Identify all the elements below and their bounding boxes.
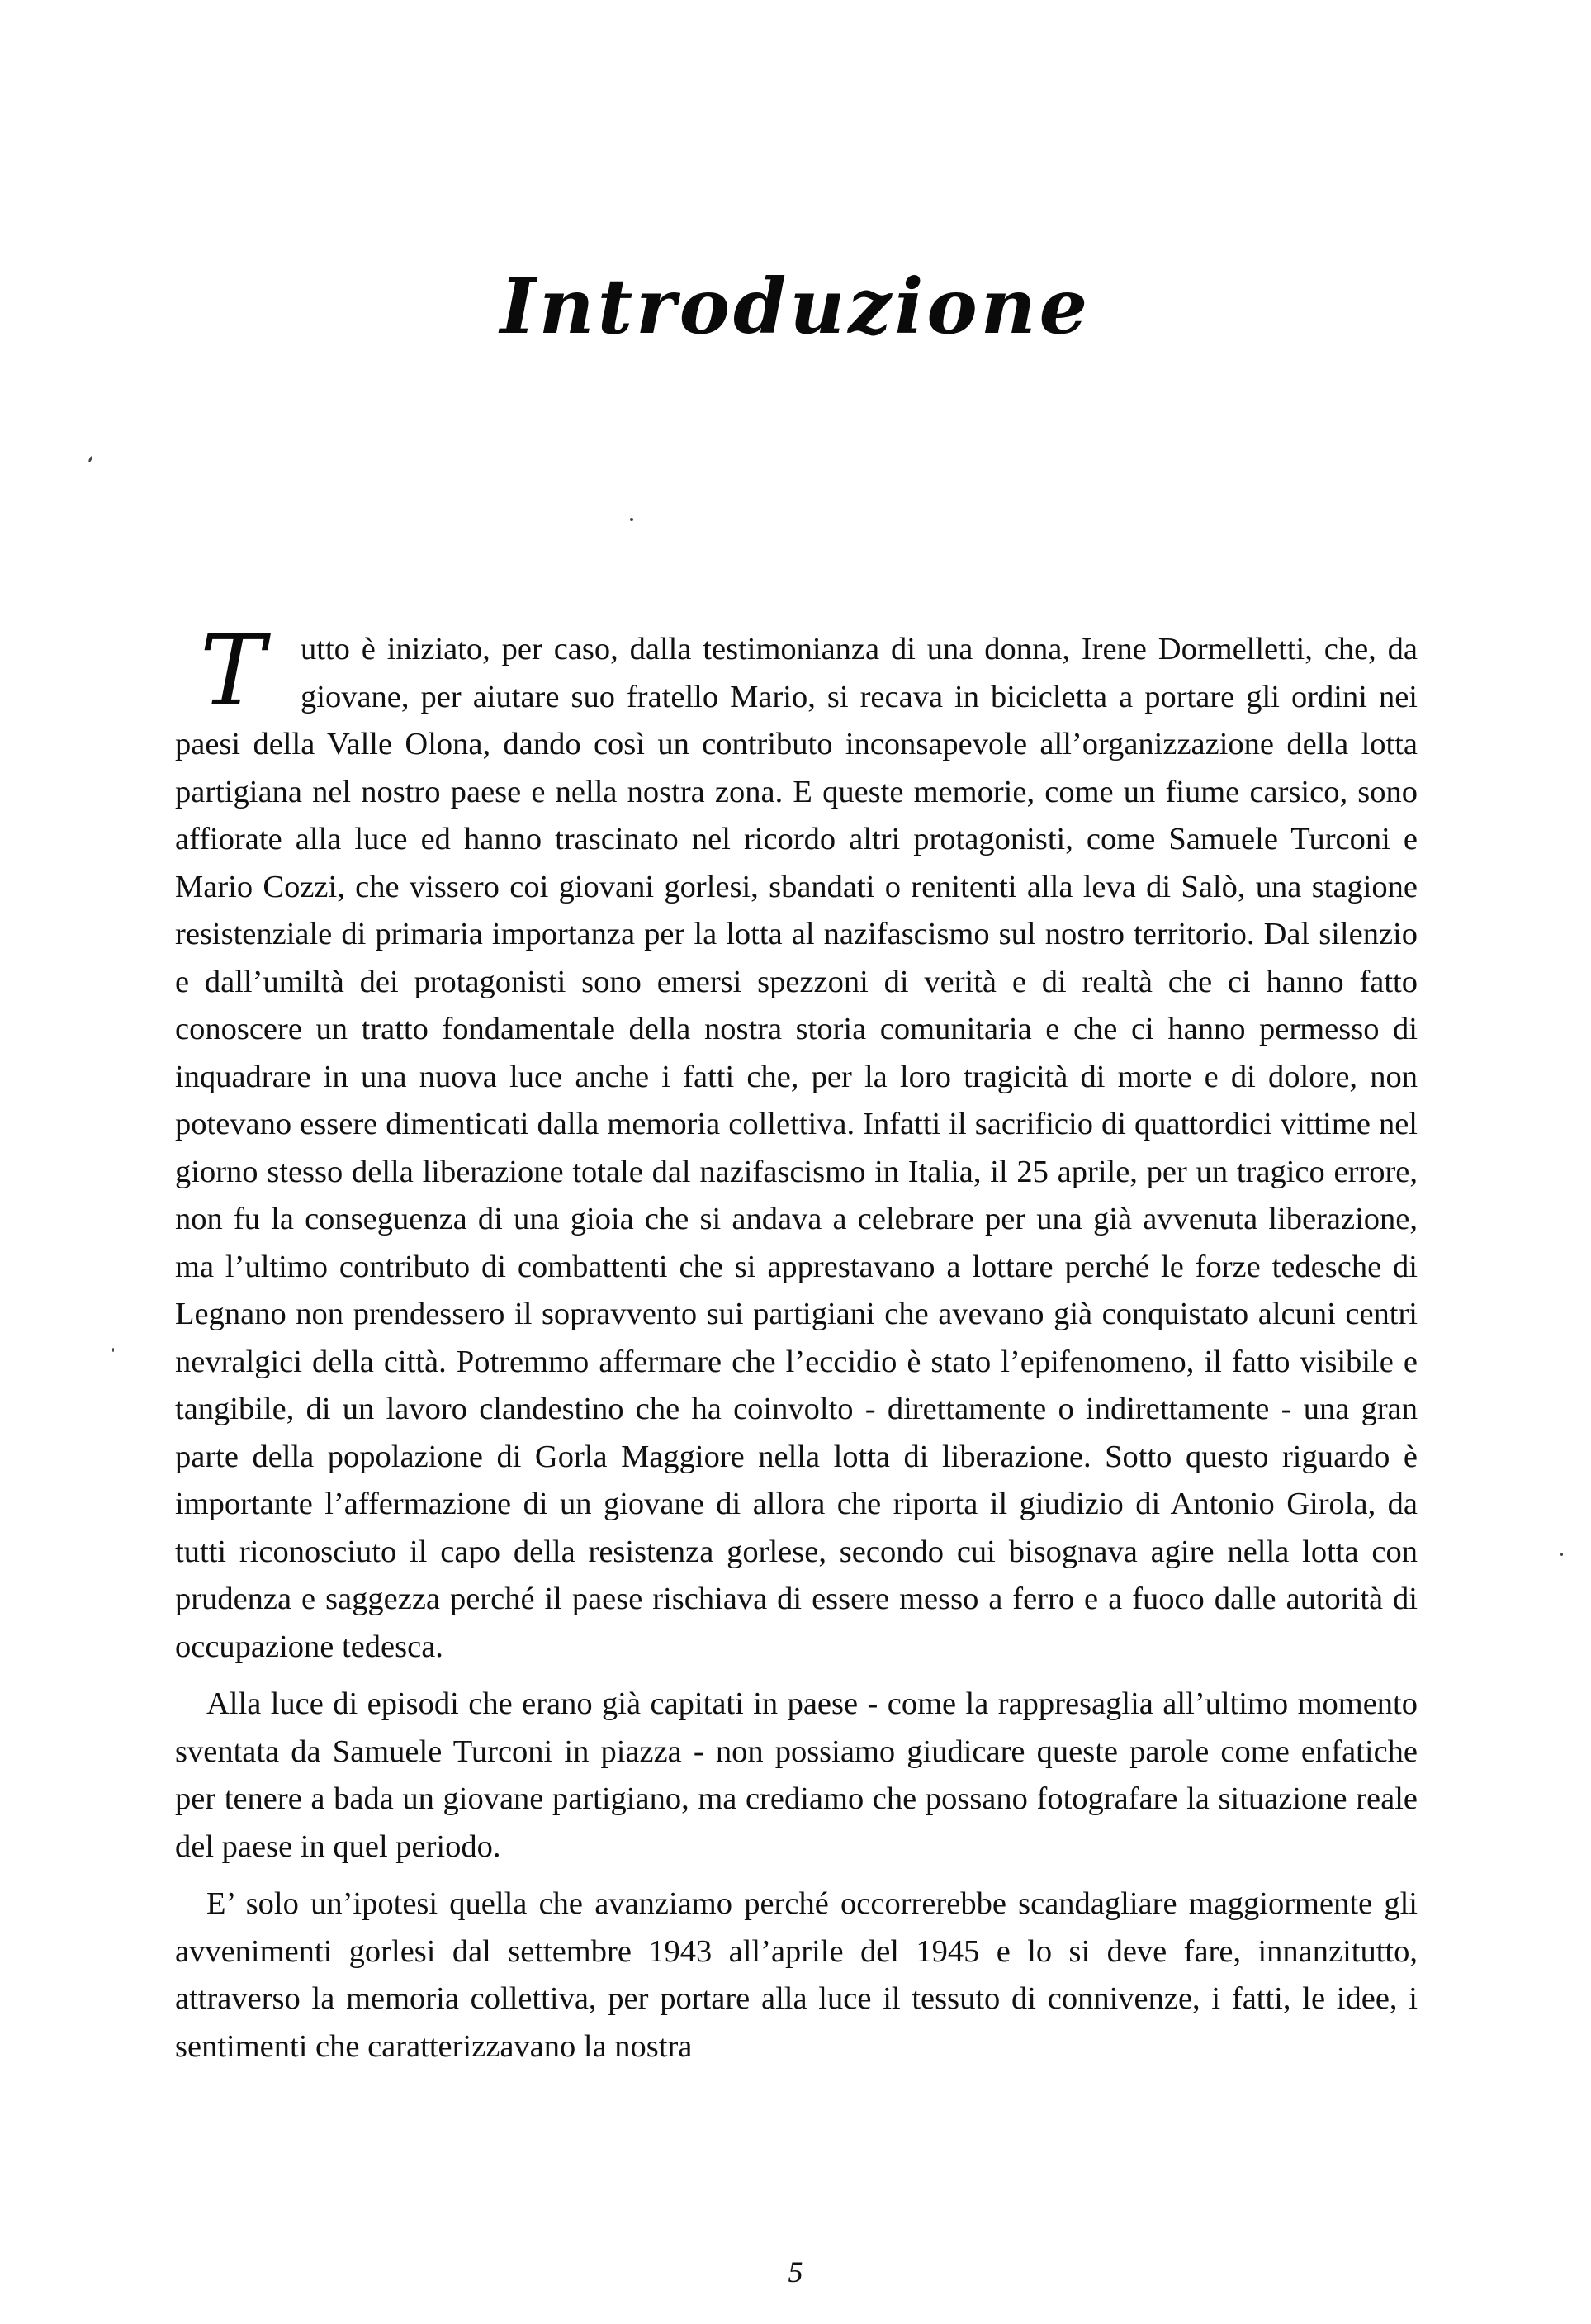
scan-speck (112, 1348, 114, 1352)
paragraph-1-text: utto è iniziato, per caso, dalla testimonianza di una donna, Irene Dormelletti, che, da giovane, per aiutare suo fratello Mario, si recava in bicicletta a portare gli ordini nei paesi della Valle Olona, dando così un contributo inconsapevole all’organizzazione della lotta partigiana nel nostro paese e nella nostra zona. E queste memorie, come un fiume carsico, sono affiorate alla luce ed hanno trascinato nel ricordo altri protagonisti, come Samuele Turconi e Mario Cozzi, che vissero coi giovani gorlesi, sbandati o renitenti alla leva di Salò, una stagione resistenziale di primaria importanza per la lotta al nazifascismo sul nostro territorio. Dal silenzio e dall’umiltà dei protagonisti sono emersi spezzoni di verità e di realtà che ci hanno fatto conoscere un tratto fondamentale della nostra storia comunitaria e che ci hanno permesso di inquadrare in una nuova luce anche i fatti che, per la loro tragicità di morte e di dolore, non potevano essere dimenticati dalla memoria collettiva. Infatti il sacrificio di quattordici vittime nel giorno stesso della liberazione totale dal nazifascismo in Italia, il 25 aprile, per un tragico errore, non fu la conseguenza di una gioia che si andava a celebrare per una già avvenuta liberazione, ma l’ultimo contributo di combattenti che si apprestavano a lottare perché le forze tedesche di Legnano non prendessero il sopravvento sui partigiani che avevano già conquistato alcuni centri nevralgici della città. Potremmo affermare che l’eccidio è stato l’epifenomeno, il fatto visibile e tangibile, di un lavoro clandestino che ha coinvolto - direttamente o indirettamente - una gran parte della popolazione di Gorla Maggiore nella lotta di liberazione. Sotto questo riguardo è importante l’affermazione di un giovane di allora che riporta il giudizio di Antonio Girola, da tutti riconosciuto il capo della resistenza gorlese, secondo cui bisognava agire nella lotta con prudenza e saggezza perché il paese rischiava di essere messo a ferro e a fuoco dalle autorità di occupazione tedesca. (175, 632, 1418, 1664)
paragraph-2: Alla luce di episodi che erano già capitati in paese - come la rappresaglia all’ultimo momento sventata da Samuele Turconi in piazza - non possiamo giudicare queste parole come enfatiche per tenere a bada un giovane partigiano, ma crediamo che possano fotografare la situazione reale del paese in quel periodo. (175, 1686, 1418, 1864)
scan-speck (88, 456, 92, 463)
page-number: 5 (788, 2255, 803, 2288)
paragraph-1 (175, 614, 1418, 1671)
drop-cap: T (200, 614, 265, 728)
chapter-title: Introduzione (500, 261, 1091, 351)
paragraph-3: E’ solo un’ipotesi quella che avanziamo perché occorrerebbe scandagliare maggiormente gli avvenimenti gorlesi dal settembre 1943 all’aprile del 1945 e lo si deve fare, innanzitutto, attraverso la memoria collettiva, per portare alla luce il tessuto di connivenze, i fatti, le idee, i sentimenti che caratterizzavano la nostra (175, 1886, 1418, 2064)
scan-speck (1560, 1553, 1563, 1556)
body-text (175, 614, 1418, 2070)
scan-speck (630, 518, 633, 521)
